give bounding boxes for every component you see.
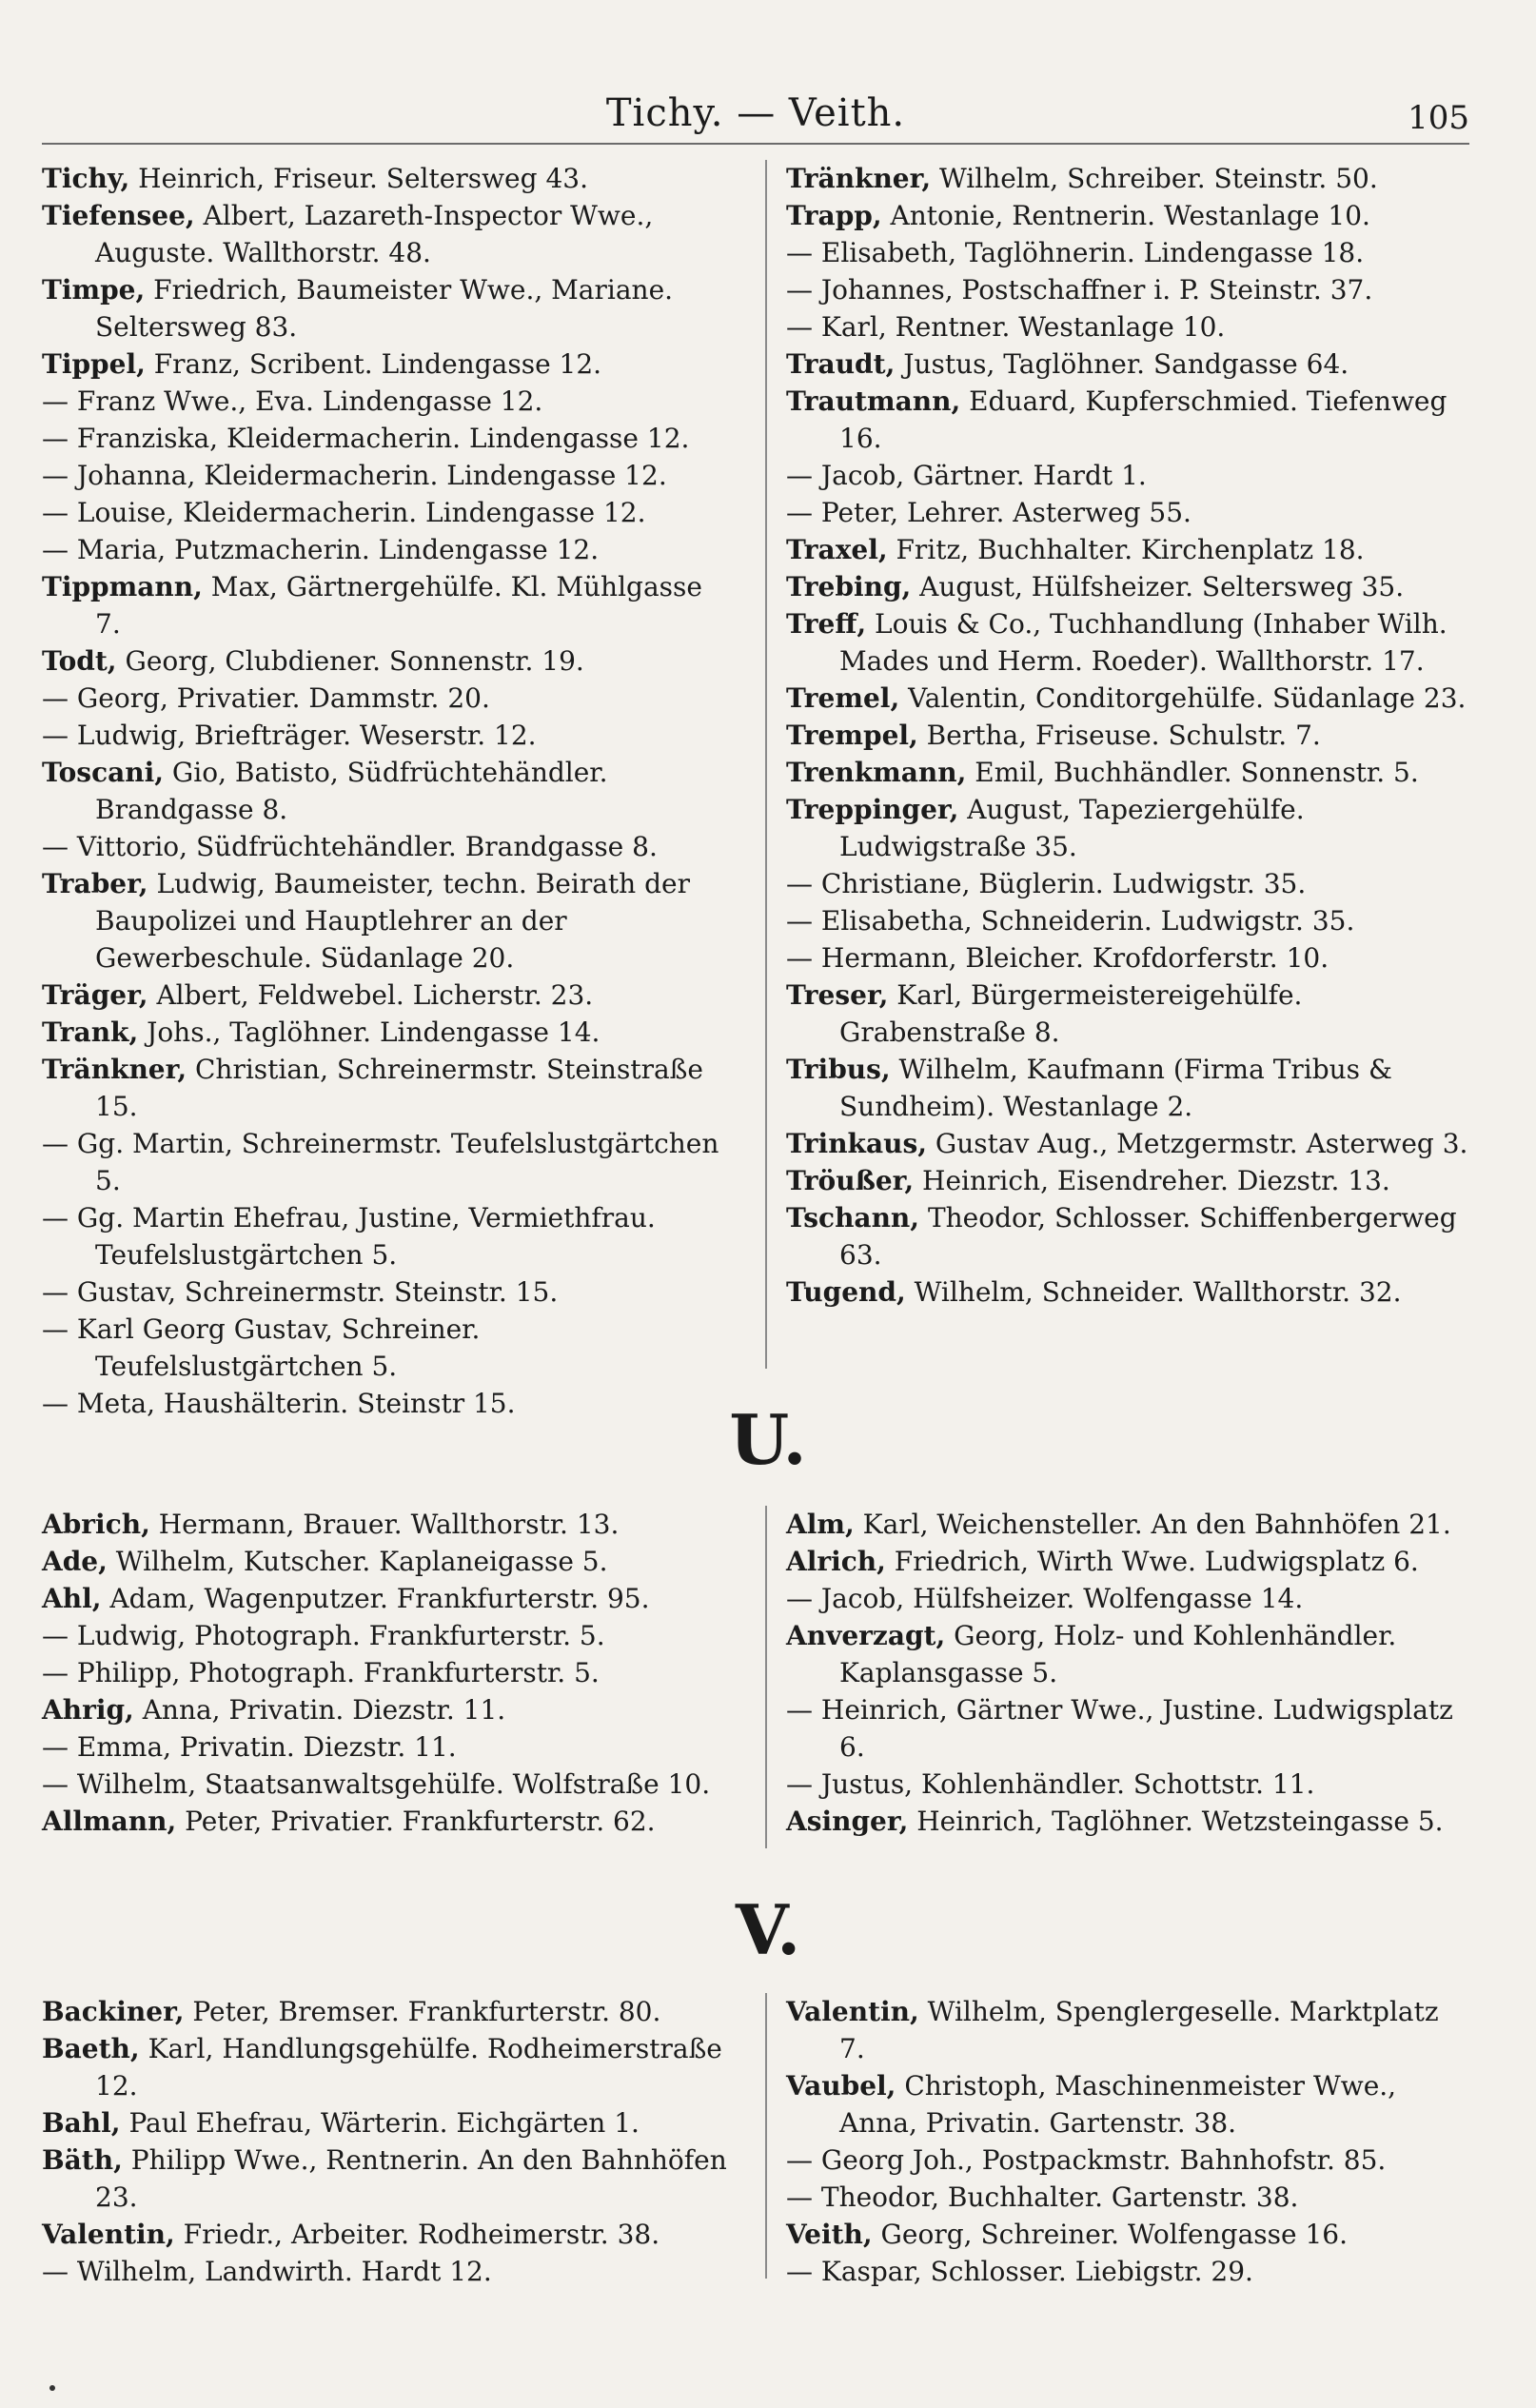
- entry-details: Heinrich, Friseur. Seltersweg 43.: [129, 163, 588, 194]
- directory-entry: [786, 494, 1471, 531]
- entry-details: August, Hülfsheizer. Seltersweg 35.: [911, 571, 1405, 602]
- entry-details: — Vittorio, Südfrüchtehändler. Brandgasse 8.: [42, 831, 658, 862]
- entry-surname: Allmann,: [42, 1806, 177, 1837]
- section-t-right-column: [786, 160, 1471, 1311]
- column-divider: [765, 1506, 767, 1848]
- entry-details: — Georg, Privatier. Dammstr. 20.: [42, 682, 490, 714]
- entry-details: — Wilhelm, Staatsanwaltsgehülfe. Wolfstraße 10.: [42, 1768, 711, 1800]
- directory-entry: [42, 680, 727, 717]
- directory-entry: [42, 1014, 727, 1051]
- entry-surname: Traber,: [42, 868, 148, 899]
- entry-surname: Bäth,: [42, 2144, 123, 2176]
- directory-entry: [786, 568, 1471, 605]
- entry-details: Wilhelm, Schreiber. Steinstr. 50.: [931, 163, 1378, 194]
- entry-details: Wilhelm, Kutscher. Kaplaneigasse 5.: [107, 1546, 608, 1577]
- entry-surname: Traxel,: [786, 534, 888, 565]
- entry-details: — Jacob, Gärtner. Hardt 1.: [786, 460, 1147, 491]
- directory-entry: [42, 568, 727, 642]
- directory-entry: [786, 2067, 1471, 2142]
- directory-entry: [786, 1803, 1471, 1840]
- directory-entry: [786, 383, 1471, 457]
- directory-entry: [42, 271, 727, 345]
- entry-details: Adam, Wagenputzer. Frankfurterstr. 95.: [101, 1583, 650, 1614]
- entry-details: Ludwig, Baumeister, techn. Beirath der Baupolizei und Hauptlehrer an der Gewerbeschule. Südanlage 20.: [95, 868, 690, 974]
- entry-surname: Tränkner,: [42, 1054, 187, 1085]
- entry-details: — Kaspar, Schlosser. Liebigstr. 29.: [786, 2256, 1253, 2287]
- directory-entry: [786, 457, 1471, 494]
- entry-surname: Tichy,: [42, 163, 130, 194]
- entry-details: — Johanna, Kleidermacherin. Lindengasse 12.: [42, 460, 667, 491]
- entry-surname: Tränkner,: [786, 163, 932, 194]
- entry-details: — Ludwig, Briefträger. Weserstr. 12.: [42, 720, 537, 751]
- directory-entry: [786, 197, 1471, 234]
- directory-entry: [42, 1691, 727, 1728]
- directory-entry: [42, 1617, 727, 1654]
- directory-entry: [786, 865, 1471, 902]
- footer-speck: [49, 2385, 55, 2391]
- entry-details: Heinrich, Eisendreher. Diezstr. 13.: [914, 1165, 1390, 1196]
- entry-details: — Wilhelm, Landwirth. Hardt 12.: [42, 2256, 492, 2287]
- entry-surname: Tröußer,: [786, 1165, 915, 1196]
- entry-details: Albert, Lazareth-Inspector Wwe., Auguste. Wallthorstr. 48.: [95, 200, 654, 268]
- directory-entry: [42, 160, 727, 197]
- entry-details: Christoph, Maschinenmeister Wwe., Anna, Privatin. Gartenstr. 38.: [839, 2070, 1397, 2139]
- entry-details: — Franziska, Kleidermacherin. Lindengasse 12.: [42, 423, 690, 454]
- directory-entry: [42, 1728, 727, 1766]
- directory-entry: [786, 605, 1471, 680]
- directory-entry: [786, 1766, 1471, 1803]
- entry-details: Karl, Bürgermeistereigehülfe. Grabenstraße 8.: [839, 979, 1303, 1048]
- directory-entry: [786, 1691, 1471, 1766]
- directory-entry: [786, 1051, 1471, 1125]
- entry-details: Hermann, Brauer. Wallthorstr. 13.: [149, 1509, 620, 1540]
- directory-entry: [786, 2216, 1471, 2253]
- entry-details: Wilhelm, Spenglergeselle. Marktplatz 7.: [839, 1996, 1439, 2064]
- section-u: [42, 1506, 1469, 1867]
- entry-details: Karl, Weichensteller. An den Bahnhöfen 21.: [854, 1509, 1451, 1540]
- entry-surname: Tippel,: [42, 348, 146, 380]
- entry-surname: Tugend,: [786, 1276, 906, 1308]
- directory-entry: [786, 754, 1471, 791]
- entry-surname: Trank,: [42, 1016, 139, 1048]
- entry-details: Albert, Feldwebel. Licherstr. 23.: [148, 979, 594, 1011]
- directory-entry: [42, 457, 727, 494]
- entry-surname: Trapp,: [786, 200, 882, 231]
- directory-entry: [42, 1311, 727, 1385]
- entry-details: — Johannes, Postschaffner i. P. Steinstr. 37.: [786, 274, 1373, 306]
- directory-entry: [786, 1580, 1471, 1617]
- directory-entry: [786, 1543, 1471, 1580]
- directory-entry: [786, 680, 1471, 717]
- header-rule: [42, 143, 1469, 145]
- directory-entry: [42, 383, 727, 420]
- entry-surname: Vaubel,: [786, 2070, 896, 2102]
- section-v-right-column: [786, 1993, 1471, 2290]
- directory-entry: [42, 2104, 727, 2142]
- section-letter-v: V.: [735, 1889, 801, 1970]
- directory-entry: [786, 939, 1471, 977]
- directory-entry: [786, 271, 1471, 308]
- entry-details: — Gg. Martin Ehefrau, Justine, Vermiethfrau. Teufelslustgärtchen 5.: [42, 1202, 656, 1271]
- entry-surname: Veith,: [786, 2219, 873, 2250]
- directory-entry: [786, 717, 1471, 754]
- section-t-left-column: [42, 160, 727, 1422]
- directory-entry: [786, 791, 1471, 865]
- entry-details: Friedrich, Wirth Wwe. Ludwigsplatz 6.: [885, 1546, 1419, 1577]
- directory-entry: [42, 828, 727, 865]
- entry-details: — Theodor, Buchhalter. Gartenstr. 38.: [786, 2181, 1299, 2213]
- directory-entry: [786, 308, 1471, 345]
- entry-surname: Alrich,: [786, 1546, 886, 1577]
- entry-details: — Franz Wwe., Eva. Lindengasse 12.: [42, 385, 543, 417]
- entry-details: Christian, Schreinermstr. Steinstraße 15.: [95, 1054, 703, 1122]
- directory-entry: [42, 1654, 727, 1691]
- entry-surname: Trempel,: [786, 720, 918, 751]
- directory-entry: [786, 160, 1471, 197]
- entry-surname: Treppinger,: [786, 794, 959, 825]
- section-v-left-column: [42, 1993, 727, 2290]
- directory-entry: [786, 1273, 1471, 1311]
- entry-details: Gustav Aug., Metzgermstr. Asterweg 3.: [926, 1128, 1468, 1159]
- entry-surname: Todt,: [42, 645, 117, 677]
- entry-details: Anna, Privatin. Diezstr. 11.: [133, 1694, 506, 1726]
- column-divider: [765, 160, 767, 1369]
- entry-details: — Christiane, Büglerin. Ludwigstr. 35.: [786, 868, 1307, 899]
- section-t: [42, 160, 1469, 1419]
- entry-surname: Treser,: [786, 979, 889, 1011]
- entry-details: — Emma, Privatin. Diezstr. 11.: [42, 1731, 457, 1763]
- directory-entry: [42, 1993, 727, 2030]
- page-number: 105: [1408, 99, 1469, 137]
- entry-surname: Trinkaus,: [786, 1128, 927, 1159]
- directory-entry: [42, 197, 727, 271]
- entry-details: Peter, Privatier. Frankfurterstr. 62.: [176, 1806, 656, 1837]
- directory-entry: [42, 1125, 727, 1199]
- directory-entry: [786, 234, 1471, 271]
- entry-details: — Louise, Kleidermacherin. Lindengasse 12.: [42, 497, 646, 528]
- entry-details: — Justus, Kohlenhändler. Schottstr. 11.: [786, 1768, 1315, 1800]
- entry-details: Eduard, Kupferschmied. Tiefenweg 16.: [839, 385, 1447, 454]
- directory-entry: [786, 1199, 1471, 1273]
- directory-entry: [786, 2253, 1471, 2290]
- entry-details: Georg, Schreiner. Wolfengasse 16.: [872, 2219, 1348, 2250]
- directory-entry: [42, 642, 727, 680]
- entry-details: — Heinrich, Gärtner Wwe., Justine. Ludwigsplatz 6.: [786, 1694, 1453, 1763]
- section-u-right-column: [786, 1506, 1471, 1840]
- entry-details: Max, Gärtnergehülfe. Kl. Mühlgasse 7.: [95, 571, 702, 640]
- entry-details: — Meta, Haushälterin. Steinstr 15.: [42, 1388, 516, 1419]
- entry-details: August, Tapeziergehülfe. Ludwigstraße 35.: [839, 794, 1305, 862]
- directory-entry: [786, 1993, 1471, 2067]
- entry-details: Bertha, Friseuse. Schulstr. 7.: [917, 720, 1321, 751]
- entry-surname: Timpe,: [42, 274, 146, 306]
- entry-details: — Georg Joh., Postpackmstr. Bahnhofstr. 85.: [786, 2144, 1387, 2176]
- entry-surname: Abrich,: [42, 1509, 150, 1540]
- entry-surname: Trenkmann,: [786, 757, 967, 788]
- directory-entry: [786, 531, 1471, 568]
- entry-details: Friedrich, Baumeister Wwe., Mariane. Seltersweg 83.: [95, 274, 674, 343]
- entry-details: — Elisabetha, Schneiderin. Ludwigstr. 35.: [786, 905, 1355, 937]
- entry-surname: Anverzagt,: [786, 1620, 946, 1651]
- entry-surname: Traudt,: [786, 348, 896, 380]
- entry-surname: Backiner,: [42, 1996, 185, 2027]
- entry-details: — Elisabeth, Taglöhnerin. Lindengasse 18.: [786, 237, 1365, 268]
- directory-entry: [42, 2253, 727, 2290]
- entry-details: — Philipp, Photograph. Frankfurterstr. 5.: [42, 1657, 600, 1688]
- directory-entry: [42, 717, 727, 754]
- directory-entry: [42, 1543, 727, 1580]
- directory-entry: [786, 902, 1471, 939]
- entry-surname: Valentin,: [42, 2219, 175, 2250]
- directory-entry: [786, 1125, 1471, 1162]
- directory-entry: [786, 1506, 1471, 1543]
- directory-entry: [786, 2179, 1471, 2216]
- entry-surname: Valentin,: [786, 1996, 919, 2027]
- entry-details: — Karl, Rentner. Westanlage 10.: [786, 311, 1226, 343]
- entry-surname: Tribus,: [786, 1054, 891, 1085]
- directory-entry: [786, 1162, 1471, 1199]
- entry-details: Karl, Handlungsgehülfe. Rodheimerstraße 12.: [95, 2033, 722, 2102]
- entry-details: Philipp Wwe., Rentnerin. An den Bahnhöfen 23.: [95, 2144, 727, 2213]
- directory-entry: [42, 1580, 727, 1617]
- directory-entry: [42, 977, 727, 1014]
- entry-surname: Ahrig,: [42, 1694, 134, 1726]
- section-letter-u: U.: [729, 1399, 807, 1480]
- entry-details: Friedr., Arbeiter. Rodheimerstr. 38.: [174, 2219, 660, 2250]
- directory-entry: [786, 1617, 1471, 1691]
- directory-entry: [42, 1803, 727, 1840]
- directory-entry: [42, 345, 727, 383]
- entry-surname: Tippmann,: [42, 571, 203, 602]
- directory-entry: [786, 2142, 1471, 2179]
- entry-details: Theodor, Schlosser. Schiffenbergerweg 63.: [839, 1202, 1457, 1271]
- directory-entry: [42, 754, 727, 828]
- entry-details: Fritz, Buchhalter. Kirchenplatz 18.: [887, 534, 1365, 565]
- entry-surname: Toscani,: [42, 757, 164, 788]
- entry-surname: Treff,: [786, 608, 867, 640]
- running-title: Tichy. — Veith.: [605, 91, 906, 135]
- entry-details: Franz, Scribent. Lindengasse 12.: [145, 348, 602, 380]
- entry-details: Louis & Co., Tuchhandlung (Inhaber Wilh. Mades und Herm. Roeder). Wallthorstr. 17.: [839, 608, 1447, 677]
- entry-surname: Ade,: [42, 1546, 108, 1577]
- entry-details: Johs., Taglöhner. Lindengasse 14.: [138, 1016, 601, 1048]
- directory-entry: [42, 494, 727, 531]
- entry-details: Justus, Taglöhner. Sandgasse 64.: [895, 348, 1349, 380]
- page-header: [42, 82, 1469, 148]
- entry-surname: Tiefensee,: [42, 200, 195, 231]
- entry-surname: Tschann,: [786, 1202, 920, 1234]
- entry-details: — Ludwig, Photograph. Frankfurterstr. 5.: [42, 1620, 605, 1651]
- entry-details: Gio, Batisto, Südfrüchtehändler. Brandgasse 8.: [95, 757, 608, 825]
- directory-entry: [42, 2142, 727, 2216]
- entry-surname: Baeth,: [42, 2033, 140, 2064]
- section-v: [42, 1993, 1469, 2355]
- entry-surname: Bahl,: [42, 2107, 121, 2139]
- directory-entry: [42, 865, 727, 977]
- entry-surname: Trautmann,: [786, 385, 961, 417]
- entry-surname: Alm,: [786, 1509, 855, 1540]
- entry-details: Heinrich, Taglöhner. Wetzsteingasse 5.: [908, 1806, 1444, 1837]
- directory-entry: [42, 1051, 727, 1125]
- entry-surname: Träger,: [42, 979, 148, 1011]
- directory-entry: [42, 2030, 727, 2104]
- directory-entry: [42, 1506, 727, 1543]
- entry-details: Valentin, Conditorgehülfe. Südanlage 23.: [899, 682, 1467, 714]
- entry-details: — Gg. Martin, Schreinermstr. Teufelslustgärtchen 5.: [42, 1128, 719, 1196]
- directory-entry: [42, 531, 727, 568]
- entry-details: Wilhelm, Kaufmann (Firma Tribus & Sundheim). Westanlage 2.: [839, 1054, 1392, 1122]
- entry-details: Emil, Buchhändler. Sonnenstr. 5.: [966, 757, 1419, 788]
- entry-details: — Jacob, Hülfsheizer. Wolfengasse 14.: [786, 1583, 1304, 1614]
- entry-details: Wilhelm, Schneider. Wallthorstr. 32.: [905, 1276, 1402, 1308]
- entry-surname: Asinger,: [786, 1806, 909, 1837]
- entry-details: — Gustav, Schreinermstr. Steinstr. 15.: [42, 1276, 559, 1308]
- entry-details: Peter, Bremser. Frankfurterstr. 80.: [184, 1996, 661, 2027]
- directory-entry: [42, 1766, 727, 1803]
- directory-entry: [786, 977, 1471, 1051]
- section-u-left-column: [42, 1506, 727, 1840]
- entry-details: Antonie, Rentnerin. Westanlage 10.: [881, 200, 1370, 231]
- column-divider: [765, 1993, 767, 2279]
- entry-details: — Hermann, Bleicher. Krofdorferstr. 10.: [786, 942, 1329, 974]
- entry-surname: Trebing,: [786, 571, 912, 602]
- entry-surname: Ahl,: [42, 1583, 102, 1614]
- directory-entry: [42, 2216, 727, 2253]
- entry-details: Georg, Clubdiener. Sonnenstr. 19.: [116, 645, 584, 677]
- directory-entry: [786, 345, 1471, 383]
- entry-surname: Tremel,: [786, 682, 900, 714]
- entry-details: Georg, Holz- und Kohlenhändler. Kaplansgasse 5.: [839, 1620, 1397, 1688]
- entry-details: — Peter, Lehrer. Asterweg 55.: [786, 497, 1191, 528]
- entry-details: — Karl Georg Gustav, Schreiner. Teufelslustgärtchen 5.: [42, 1313, 481, 1382]
- directory-entry: [42, 1199, 727, 1273]
- entry-details: — Maria, Putzmacherin. Lindengasse 12.: [42, 534, 600, 565]
- directory-entry: [42, 420, 727, 457]
- entry-details: Paul Ehefrau, Wärterin. Eichgärten 1.: [120, 2107, 640, 2139]
- directory-entry: [42, 1273, 727, 1311]
